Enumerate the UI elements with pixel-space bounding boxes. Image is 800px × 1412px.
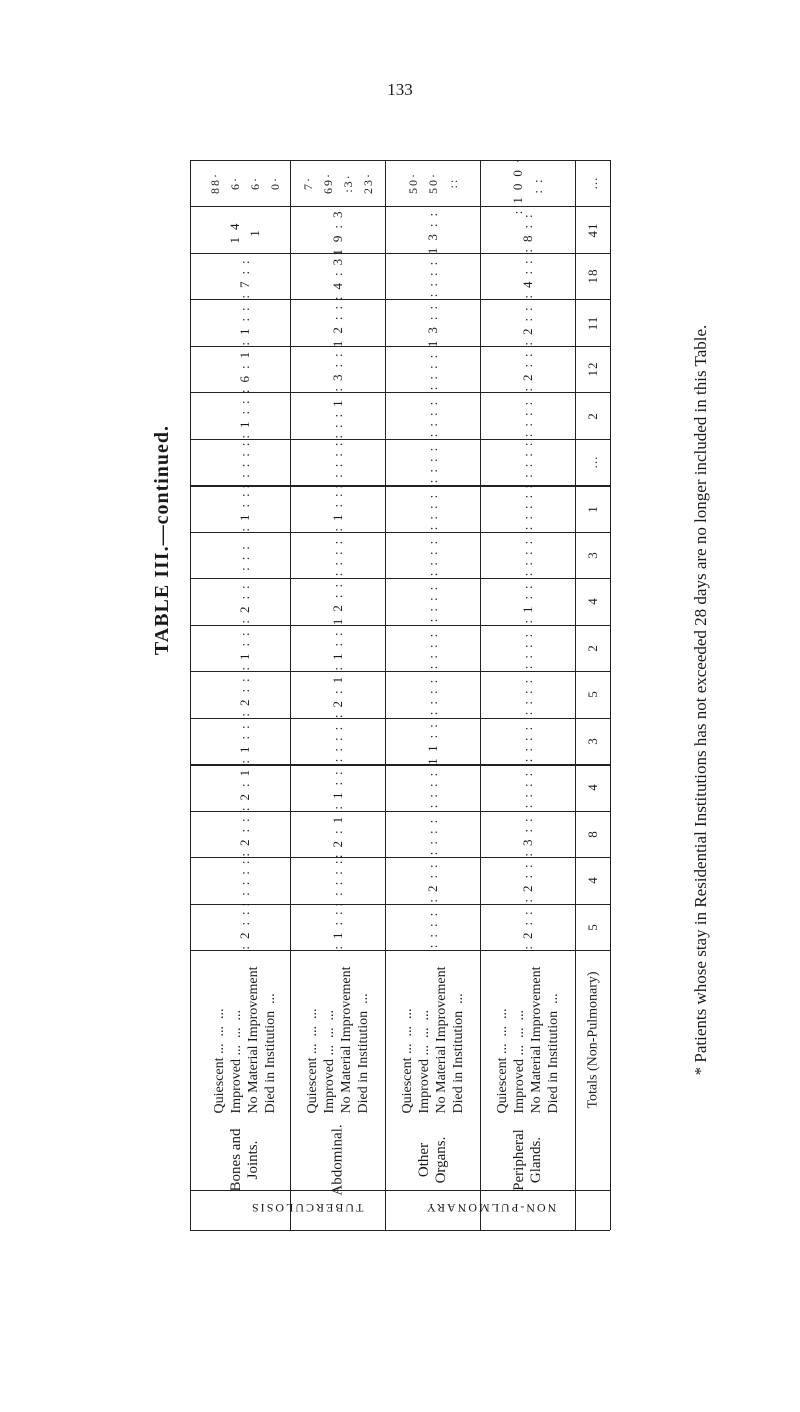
table-cell: :1:: [329,625,345,671]
table-cell: :::: [424,394,440,437]
table-cell: :::: [424,626,440,670]
row-labels: Quiescent ... ... ... Improved ... ... ... No Material Improvement Died in Institution ... [212,966,278,1114]
table-cell: :7:: [237,253,252,299]
table-cell: 50· 50· :: [405,172,460,195]
table-cell: ::::: [237,435,252,489]
table-cell: :::1 [329,392,345,439]
group-label: Other Organs. [415,1136,449,1184]
table-cell: 12:: [329,577,345,626]
totals-cell: 4 [584,876,600,885]
table-cell: :::: [329,719,345,763]
table-cell: :::: [424,812,440,856]
table-cell: :::: [424,766,440,809]
table-rule [480,160,481,1230]
table-cell: :::: [329,533,345,577]
table-cell: :1:: [237,392,252,439]
totals-cell: 2 [584,644,600,652]
table-cell: :1:: [329,764,345,811]
table-cell: :2:: [424,857,440,903]
footer-caption-left: TUBERCULOSIS [250,1201,364,1215]
table-cell: :2:1 [329,670,345,719]
table-cell: ::::: [329,435,345,489]
table-cell: :2:1 [237,763,252,812]
table-cell: 13:: [424,298,440,347]
table-cell: ::::: [519,435,535,489]
table-cell: :::: [424,440,440,484]
table-cell: :2:: [519,904,535,950]
table-cell: :::: [424,533,440,577]
row-labels: Quiescent ... ... ... Improved ... ... ... No Material Improvement Died in Institution ... [304,966,371,1114]
totals-cell: 5 [584,923,600,931]
table-cell: 13:: [424,205,440,254]
table-cell: :1:: [237,485,252,532]
table-cell: ::::: [237,853,252,907]
table-cell: :::: [424,254,440,298]
totals-cell: 8 [584,830,600,838]
table-rule [190,1230,610,1231]
table-cell: :2:: [519,346,535,392]
group-label: Peripheral Glands. [510,1129,544,1191]
group-label: Bones and Joints. [228,1128,261,1192]
table-rule [190,532,610,533]
table-cell: ::: [237,539,252,571]
table-cell: :2:: [519,857,535,903]
table-cell: 12:: [329,298,345,347]
table-rule [575,160,576,1230]
table-cell: 14 1 [227,216,262,244]
table-cell: :::: [424,580,440,623]
table-cell: :4:3 [329,252,345,301]
totals-label: Totals (Non-Pulmonary) [585,971,600,1109]
table-cell: :2:: [237,671,252,718]
table-cell: :2:1 [329,809,345,858]
group-label: Abdominal. [329,1124,345,1196]
table-cell: :2:: [519,299,535,346]
table-cell: :1:: [329,904,345,950]
table-cell: :100· :: [509,152,545,215]
totals-cell: 12 [584,361,600,377]
table-cell: :::: [519,394,535,437]
table-cell: ::::: [329,853,345,907]
table-rule [190,950,610,951]
row-labels: Quiescent ... ... ... Improved ... ... ... No Material Improvement Died in Institution ... [399,966,466,1114]
table-cell: :::: [424,905,440,948]
table-cell: :::: [519,626,535,670]
table-cell: :1:: [329,485,345,532]
table-cell: :1:: [237,625,252,671]
page-number: 133 [387,80,413,99]
table-cell: :::: [519,487,535,530]
totals-cell: 5 [584,690,600,699]
footer-caption-right: NON-PULMONARY [425,1201,557,1215]
table-rule [610,160,611,1230]
table-title: TABLE III.—continued. [151,424,173,656]
totals-cell: 3 [584,551,600,559]
table-cell: :3:: [329,346,345,392]
totals-cell: ... [584,455,600,469]
table-cell: 88· 6· 6· 0· [208,172,282,195]
table-cell: 19:3 [329,204,345,256]
table-cell: :::: [424,673,440,716]
table-cell: :6:1 [237,344,252,394]
totals-cell: 4 [584,597,600,606]
totals-cell: 2 [584,411,600,420]
table-cell: :::: [424,487,440,530]
table-cell: :8:: [519,207,535,253]
table-cell: :1:: [237,299,252,346]
totals-cell: 18 [584,268,600,284]
footnote: * Patients whose stay in Residential Institutions has not exceeded 28 days are no longer included in this Table. [691,324,710,1076]
table-cell: :4:: [519,253,535,299]
table-cell: :::: [519,766,535,809]
table-rule [385,160,386,1230]
totals-cell: 4 [584,783,600,792]
tuberculosis-table [190,152,610,1230]
table-cell: 11:: [424,717,440,765]
table-cell: :2:: [237,811,252,857]
table-cell: :::: [519,533,535,577]
table-rule [190,160,191,1230]
table-cell: :1:: [519,578,535,625]
table-cell: :2:: [237,578,252,625]
totals-cell: 1 [584,504,600,513]
totals-cell: 3 [584,737,600,745]
table-cell: :3:: [519,811,535,857]
table-cell: 7· 69· :3· 23· [300,172,375,195]
totals-cell: 41 [584,222,600,238]
totals-cell: ... [584,176,600,190]
table-cell: :1:: [237,718,252,764]
table-rule [290,160,291,1230]
totals-cell: 11 [584,315,600,330]
table-cell: :::: [519,673,535,716]
table-cell: :2:: [237,904,252,950]
row-labels: Quiescent ... ... ... Improved ... ... ... No Material Improvement Died in Institution ... [494,966,561,1114]
table-cell: :::: [519,719,535,763]
table-cell: :::: [424,347,440,391]
